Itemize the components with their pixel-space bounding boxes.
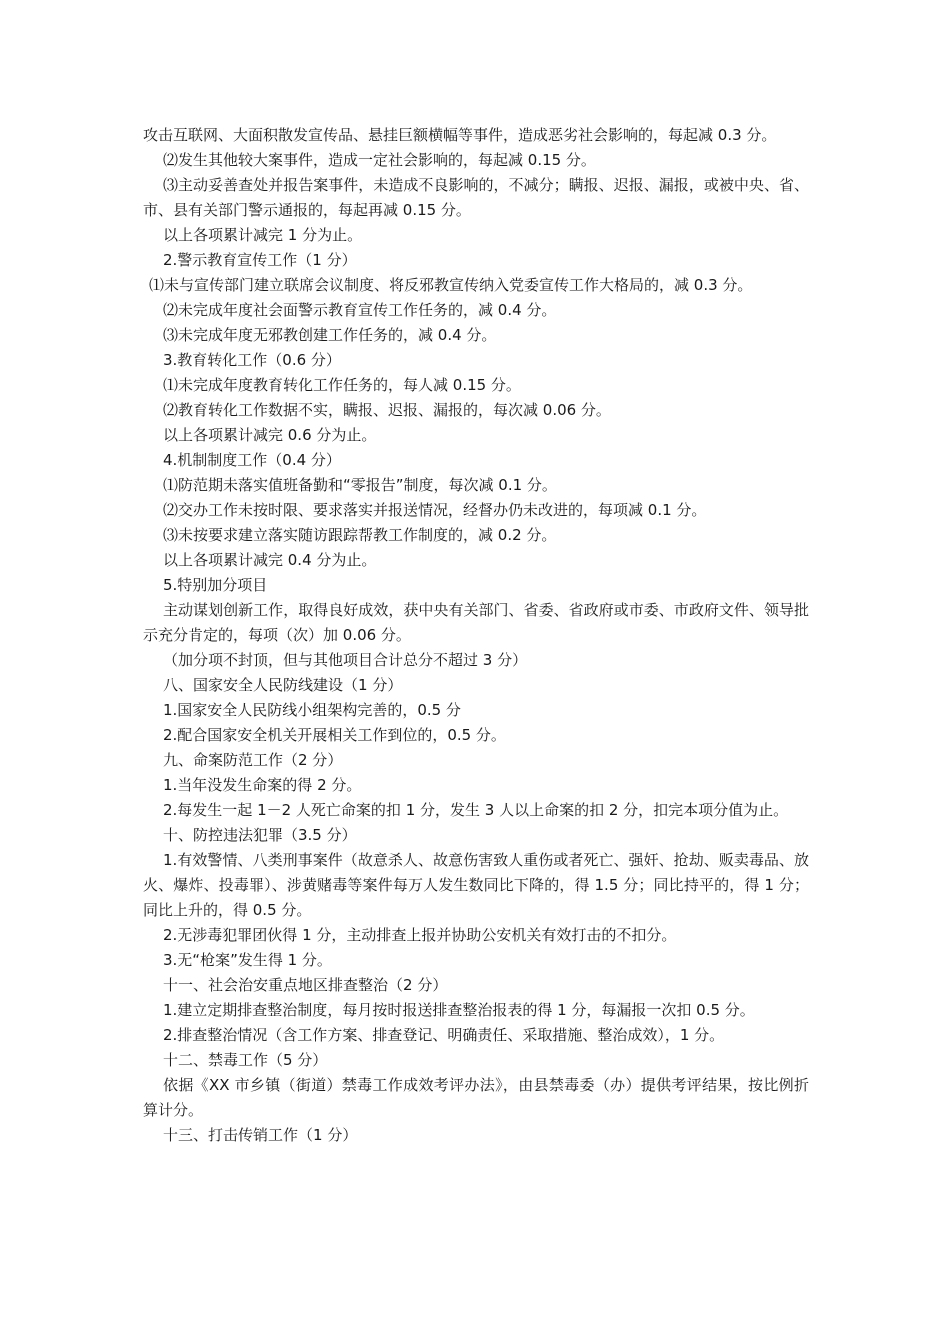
section-heading: 十一、社会治安重点地区排查整治（2 分） [163,976,448,994]
paragraph: ⑵教育转化工作数据不实，瞒报、迟报、漏报的，每次减 0.06 分。 [163,401,611,419]
section-heading: 3.教育转化工作（0.6 分） [163,351,341,369]
paragraph: 2.无涉毒犯罪团伙得 1 分，主动排查上报并协助公安机关有效打击的不扣分。 [163,926,677,944]
section-heading: 十二、禁毒工作（5 分） [163,1051,328,1069]
paragraph: 2.每发生一起 1－2 人死亡命案的扣 1 分，发生 3 人以上命案的扣 2 分，扣完本项分值为止。 [163,801,789,819]
section-heading: 2.警示教育宣传工作（1 分） [163,251,357,269]
paragraph: （加分项不封顶，但与其他项目合计总分不超过 3 分） [163,651,528,669]
paragraph: 2.配合国家安全机关开展相关工作到位的，0.5 分。 [163,726,506,744]
paragraph: ⑴防范期未落实值班备勤和“零报告”制度，每次减 0.1 分。 [163,476,557,494]
paragraph: 主动谋划创新工作，取得良好成效，获中央有关部门、省委、省政府或市委、市政府文件、领导批示充分肯定的，每项（次）加 0.06 分。 [143,601,809,644]
document-body [143,123,809,1148]
paragraph: 攻击互联网、大面积散发宣传品、悬挂巨额横幅等事件，造成恶劣社会影响的，每起减 0.3 分。 [143,126,777,144]
paragraph: 1.有效警情、八类刑事案件（故意杀人、故意伤害致人重伤或者死亡、强奸、抢劫、贩卖毒品、放火、爆炸、投毒罪）、涉黄赌毒等案件每万人发生数同比下降的，得 1.5 分；同比持平的，得 1 分；同比上升的，得 0.5 分。 [143,851,809,919]
section-heading: 九、命案防范工作（2 分） [163,751,343,769]
paragraph: ⑶未完成年度无邪教创建工作任务的，减 0.4 分。 [163,326,497,344]
paragraph: 1.当年没发生命案的得 2 分。 [163,776,362,794]
paragraph: ⑴未完成年度教育转化工作任务的，每人减 0.15 分。 [163,376,521,394]
paragraph: 以上各项累计减完 1 分为止。 [163,226,363,244]
section-heading: 4.机制制度工作（0.4 分） [163,451,341,469]
section-heading: 十、防控违法犯罪（3.5 分） [163,826,357,844]
paragraph: 1.建立定期排查整治制度，每月按时报送排查整治报表的得 1 分，每漏报一次扣 0.5 分。 [163,1001,755,1019]
paragraph: ⑵发生其他较大案事件，造成一定社会影响的，每起减 0.15 分。 [163,151,596,169]
paragraph: 以上各项累计减完 0.6 分为止。 [163,426,377,444]
paragraph: ⑶未按要求建立落实随访跟踪帮教工作制度的，减 0.2 分。 [163,526,557,544]
paragraph: ⑴未与宣传部门建立联席会议制度、将反邪教宣传纳入党委宣传工作大格局的，减 0.3 分。 [149,276,753,294]
section-heading: 5.特别加分项目 [163,576,268,594]
paragraph: ⑶主动妥善查处并报告案事件，未造成不良影响的，不减分；瞒报、迟报、漏报，或被中央、省、市、县有关部门警示通报的，每起再减 0.15 分。 [143,176,809,219]
paragraph: 依据《XX 市乡镇（街道）禁毒工作成效考评办法》，由县禁毒委（办）提供考评结果，按比例折算计分。 [143,1076,809,1119]
paragraph: ⑵交办工作未按时限、要求落实并报送情况，经督办仍未改进的，每项减 0.1 分。 [163,501,707,519]
section-heading: 八、国家安全人民防线建设（1 分） [163,676,403,694]
paragraph: ⑵未完成年度社会面警示教育宣传工作任务的，减 0.4 分。 [163,301,557,319]
paragraph: 3.无“枪案”发生得 1 分。 [163,951,332,969]
paragraph: 以上各项累计减完 0.4 分为止。 [163,551,377,569]
paragraph: 2.排查整治情况（含工作方案、排查登记、明确责任、采取措施、整治成效），1 分。 [163,1026,725,1044]
paragraph: 1.国家安全人民防线小组架构完善的，0.5 分 [163,701,461,719]
section-heading: 十三、打击传销工作（1 分） [163,1126,358,1144]
